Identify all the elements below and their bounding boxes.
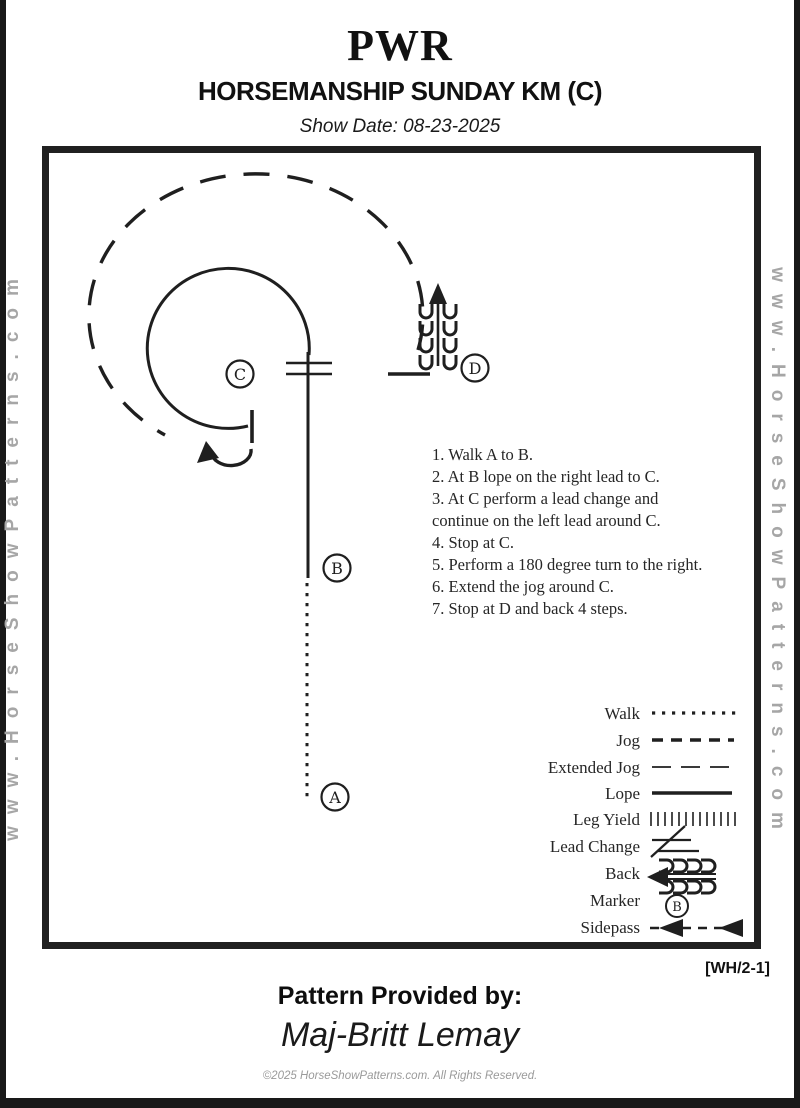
marker-a	[322, 784, 349, 811]
instruction-step-5: 5. Perform a 180 degree turn to the right.	[432, 555, 703, 574]
club-abbreviation: PWR	[347, 21, 453, 70]
marker-b	[324, 555, 351, 582]
legend-lead-change-symbol	[651, 826, 699, 857]
legend-sidepass-symbol	[650, 919, 743, 937]
legend-symbols	[647, 713, 743, 937]
legend-leg-yield-ticks	[651, 812, 735, 826]
legend-label-marker: Marker	[589, 891, 640, 910]
copyright-notice: ©2025 HorseShowPatterns.com. All Rights Reserved.	[262, 1070, 538, 1082]
instruction-step-6: 6. Extend the jog around C.	[432, 577, 614, 596]
legend-label-extended-jog: Extended Jog	[547, 758, 640, 777]
legend-label-lope: Lope	[605, 784, 640, 803]
marker-a-label: A	[329, 788, 341, 807]
instructions-list	[432, 444, 714, 620]
back-symbol	[420, 283, 456, 369]
turn-180-symbol	[197, 441, 251, 466]
marker-c-label: C	[233, 365, 247, 384]
marker-d-label: D	[468, 359, 482, 378]
pattern-code: [WH/2-1]	[705, 960, 770, 977]
marker-b-label: B	[331, 559, 343, 578]
watermark-right: www.HorseShowPatterns.com	[767, 267, 788, 841]
provided-by-heading: Pattern Provided by:	[277, 982, 523, 1010]
pattern-title: HORSEMANSHIP SUNDAY KM (C)	[197, 76, 602, 106]
instruction-step-4: 4. Stop at C.	[432, 533, 515, 552]
marker-c	[227, 361, 254, 388]
legend-label-sidepass: Sidepass	[580, 918, 640, 937]
legend-back-symbol	[647, 860, 716, 893]
instruction-step-1: 1. Walk A to B.	[432, 445, 534, 464]
instruction-step-7: 7. Stop at D and back 4 steps.	[432, 599, 628, 618]
marker-d	[462, 355, 489, 382]
watermark-left: www.HorseShowPatterns.com	[2, 267, 23, 841]
provider-name: Maj-Britt Lemay	[280, 1016, 520, 1054]
instruction-step-2: 2. At B lope on the right lead to C.	[432, 467, 660, 486]
instruction-step-3: 3. At C perform a lead change and continue on the left lead around C.	[432, 489, 661, 530]
show-date: Show Date: 08-23-2025	[299, 116, 501, 137]
legend-label-back: Back	[605, 864, 640, 883]
legend-label-lead-change: Lead Change	[549, 837, 640, 856]
lope-circle-path	[147, 268, 309, 428]
legend-marker-letter: B	[672, 900, 682, 915]
legend-label-jog: Jog	[616, 731, 640, 750]
jog-circle-path	[89, 174, 423, 435]
legend-marker-symbol	[666, 895, 688, 917]
legend-label-leg-yield: Leg Yield	[573, 810, 640, 829]
legend-label-walk: Walk	[604, 704, 640, 723]
